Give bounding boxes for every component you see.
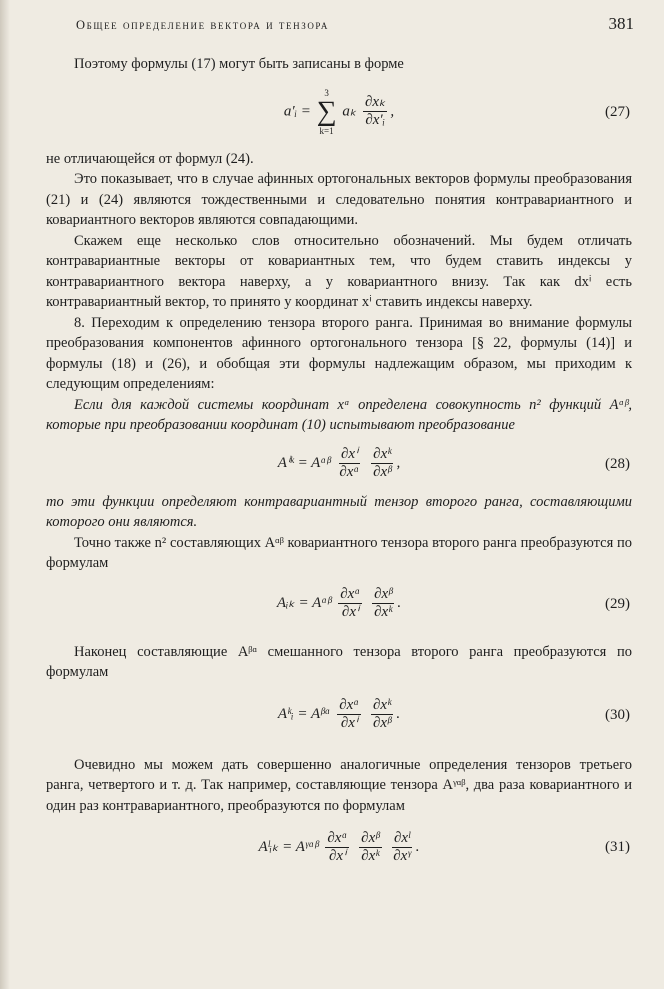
equation-31 [46, 816, 632, 878]
eq29-denominator-2: ∂xᵏ [374, 604, 393, 620]
paragraph-9: Очевидно мы можем дать совершенно аналогичные определения тензоров третьего ранга, четвертого и т. д. Так например, составляющие тензора Aᵞᵅᵝ, два раза ковариантного и один раз контравариантного, преобразуются по формулам [46, 756, 632, 814]
equation-30 [46, 683, 632, 747]
eq30-tail: . [396, 705, 401, 722]
page-header [76, 14, 634, 38]
eq27-numerator: ∂xₖ [364, 94, 386, 110]
equation-number-27: (27) [605, 103, 630, 120]
sum-lower-limit: k=1 [319, 125, 334, 136]
eq29-lhs: Aᵢₖ = Aᵅᵝ [276, 594, 332, 611]
paragraph-5-definition: Если для каждой системы координат xᵅ определена совокупность n² функций Aᵅᵝ, которые при преобразовании координат (10) испытывают преобразование [46, 396, 632, 433]
eq29-tail: . [397, 594, 402, 611]
eq31-fraction-2 [359, 830, 381, 865]
eq27-tail: , [390, 102, 395, 119]
equation-28 [46, 436, 632, 492]
paragraph-2: Это показывает, что в случае афинных ортогональных векторов формулы преобразования (21) и (24) являются тождественными и следовательно понятия контравариантного и ковариантного векторов являются совпадающими. [46, 171, 632, 228]
paragraph-7: Точно также n² составляющих Aᵅᵝ ковариантного тензора второго ранга преобразуются по формулам [46, 534, 632, 571]
eq27-coefficient: aₖ [342, 102, 357, 119]
eq31-denominator-2: ∂xᵏ [361, 847, 380, 864]
sum-upper-limit: 3 [324, 87, 329, 98]
paragraph-4: 8. Переходим к определению тензора второго ранга. Принимая во внимание формулы преобразования компонентов афинного ортогонального тензора [§ 22, формулы (14)] и формулы (18) и (26), и обобщая эти формулы надлежащим образом, мы приходим к следующим определениям: [46, 314, 632, 392]
eq30-fraction-2 [371, 697, 393, 732]
paragraph-6: то эти функции определяют контравариантный тензор второго ранга, составляющими которого они являются. [46, 493, 632, 530]
eq30-numerator-2: ∂xᵏ [373, 697, 392, 713]
equation-number-28: (28) [605, 455, 630, 472]
equation-number-31: (31) [605, 838, 630, 855]
paragraph-3: Скажем еще несколько слов относительно обозначений. Мы будем отличать контравариантные векторы от ковариантных тем, что будем ставить индексы у контравариантного вектора наверху, а у ковариантного внизу. Так как dxⁱ есть контравариантный вектор, то принято у координат xⁱ ставить индексы наверху. [46, 232, 632, 310]
equation-29-body [277, 586, 401, 621]
eq29-numerator-1: ∂xᵅ [340, 586, 361, 602]
eq31-fraction-1 [325, 830, 349, 865]
equation-31-body [258, 830, 419, 865]
eq28-fraction-2 [371, 446, 393, 481]
eq29-denominator-1: ∂xⁱ [341, 604, 359, 620]
eq30-denominator-1: ∂xⁱ [340, 715, 358, 731]
eq29-numerator-2: ∂xᵝ [374, 586, 393, 602]
paragraph-intro: Поэтому формулы (17) могут быть записаны в форме [74, 56, 404, 72]
equation-number-29: (29) [605, 595, 630, 612]
equation-27-body [284, 88, 394, 136]
eq28-numerator-1: ∂xⁱ [340, 446, 358, 462]
paragraph-1: не отличающейся от формул (24). [46, 150, 254, 167]
eq28-denominator-1: ∂xᵅ [339, 464, 360, 480]
running-title: Общее определение вектора и тензора [76, 18, 329, 32]
eq27-denominator: ∂x′ᵢ [365, 112, 386, 128]
eq31-fraction-3 [391, 830, 413, 865]
sigma-glyph: ∑ [316, 95, 337, 127]
page-number: 381 [608, 14, 634, 33]
eq27-lhs: a′ᵢ = [283, 102, 311, 119]
equation-30-body [278, 697, 400, 732]
eq27-fraction [363, 94, 387, 129]
page-body [46, 54, 632, 878]
eq30-numerator-1: ∂xᵅ [339, 697, 360, 713]
eq31-lhs: Aˡᵢₖ = Aᵞᵅᵝ [258, 838, 319, 855]
summation-sign [317, 88, 337, 136]
eq28-fraction-1 [337, 446, 361, 481]
equation-28-body [278, 446, 400, 481]
equation-number-30: (30) [605, 706, 630, 723]
eq28-lhs: Aⁱᵏ = Aᵅᵝ [277, 454, 331, 471]
eq29-fraction-1 [338, 586, 362, 621]
equation-27 [46, 75, 632, 149]
eq30-denominator-2: ∂xᵝ [372, 715, 392, 731]
eq30-lhs: Aᵏᵢ = Aᵝᵅ [277, 705, 331, 722]
eq28-denominator-2: ∂xᵝ [373, 464, 392, 480]
eq30-fraction-1 [337, 697, 361, 732]
eq31-tail: . [415, 838, 420, 855]
paragraph-8: Наконец составляющие Aᵝᵅ смешанного тензора второго ранга преобразуются по формулам [46, 643, 632, 680]
equation-29 [46, 574, 632, 634]
page-edge-shadow [0, 0, 10, 989]
eq31-denominator-3: ∂xᵞ [393, 847, 411, 864]
eq31-numerator-1: ∂xᵅ [327, 829, 348, 846]
eq31-numerator-2: ∂xᵝ [361, 829, 380, 846]
eq29-fraction-2 [372, 586, 394, 621]
eq28-numerator-2: ∂xᵏ [373, 446, 392, 462]
eq28-tail: , [396, 454, 401, 471]
eq31-numerator-3: ∂xˡ [393, 829, 411, 846]
eq31-denominator-1: ∂xⁱ [329, 847, 346, 864]
